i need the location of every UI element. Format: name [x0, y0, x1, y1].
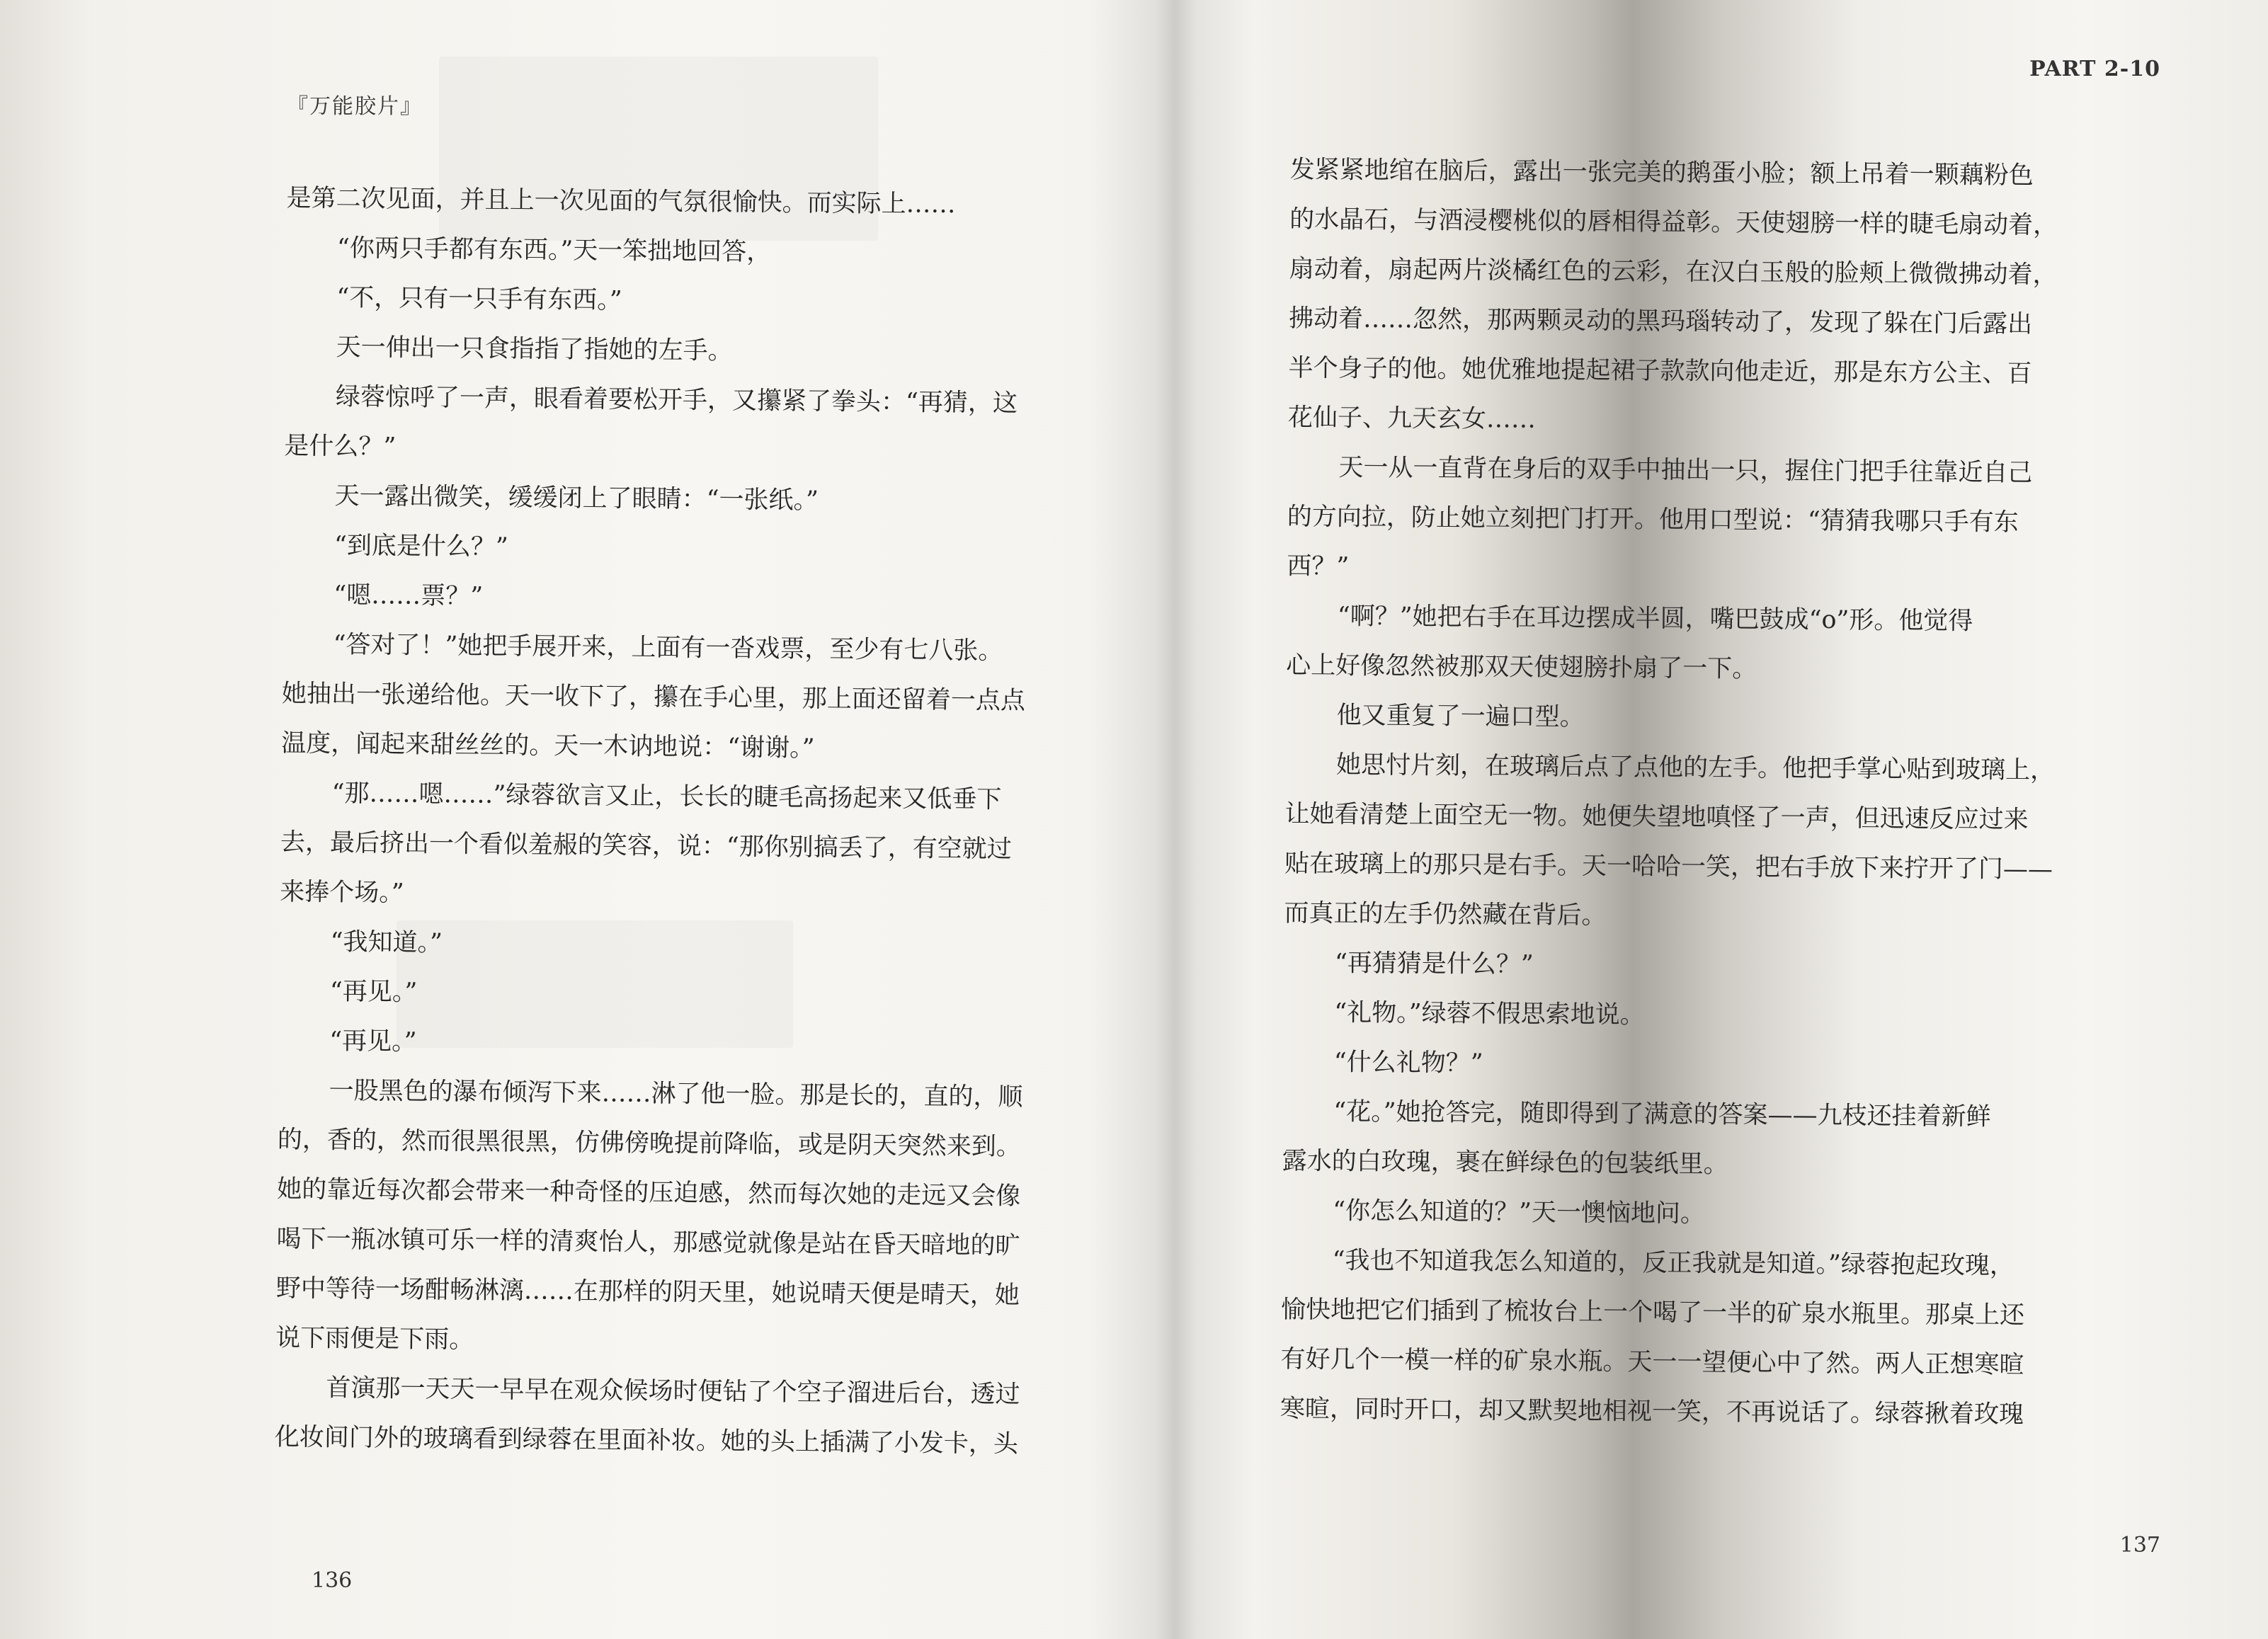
text-line: 是第二次见面，并且上一次见面的气氛很愉快。而实际上…… — [286, 183, 956, 219]
text-line: 发紧紧地绾在脑后，露出一张完美的鹅蛋小脸；额上吊着一颗藕粉色 — [1289, 155, 2034, 190]
text-line: 绿蓉惊呼了一声，眼看着要松开手，又攥紧了拳头：“再猜，这 — [335, 382, 1018, 418]
text-line: “你怎么知道的？”天一懊恼地问。 — [1333, 1197, 1706, 1228]
text-line: “再见。” — [329, 1027, 417, 1056]
body-text — [1280, 145, 2083, 1440]
text-line: 的方向拉，防止她立刻把门打开。他用口型说：“猜猜我哪只手有东 — [1287, 502, 2019, 537]
text-line: 天一伸出一只食指指了指她的左手。 — [336, 333, 733, 366]
text-line: 说下雨便是下雨。 — [275, 1323, 474, 1354]
text-line: 首演那一天天一早早在观众候场时便钻了个空子溜进后台，透过 — [326, 1374, 1020, 1410]
right-page — [1133, 0, 2268, 1639]
text-line: 寒暄，同时开口，却又默契地相视一笑，不再说话了。绿蓉揪着玫瑰 — [1280, 1394, 2024, 1429]
text-line: 让她看清楚上面空无一物。她便失望地嗔怪了一声，但迅速反应过来 — [1284, 799, 2029, 835]
text-line: 她抽出一张递给他。天一收下了，攥在手心里，那上面还留着一点点 — [281, 679, 1026, 716]
text-line: 愉快地把它们插到了梳妆台上一个喝了一半的矿泉水瓶里。那桌上还 — [1280, 1295, 2025, 1330]
text-line: 她思忖片刻，在玻璃后点了点他的左手。他把手掌心贴到玻璃上， — [1335, 750, 2056, 785]
text-line: 她的靠近每次都会带来一种奇怪的压迫感，然而每次她的走远又会像 — [277, 1175, 1021, 1211]
text-line: “到底是什么？” — [334, 531, 508, 562]
text-line: 他又重复了一遍口型。 — [1336, 701, 1585, 732]
text-line: “你两只手都有东西。”天一笨拙地回答， — [336, 234, 772, 267]
text-line: 有好几个一模一样的矿泉水瓶。天一一望便心中了然。两人正想寒暄 — [1280, 1344, 2024, 1380]
text-line: 温度，闻起来甜丝丝的。天一木讷地说：“谢谢。” — [281, 729, 815, 763]
text-line: 野中等待一场酣畅淋漓……在那样的阴天里，她说晴天便是晴天，她 — [275, 1274, 1020, 1310]
left-page — [0, 0, 1133, 1639]
text-line: “不，只有一只手有东西。” — [336, 283, 622, 315]
text-line: “那……嗯……”绿蓉欲言又止，长长的睫毛高扬起来又低垂下 — [331, 779, 1002, 814]
text-line: 而真正的左手仍然藏在背后。 — [1284, 898, 1607, 930]
text-line: 拂动着……忽然，那两颗灵动的黑玛瑙转动了，发现了躲在门后露出 — [1288, 304, 2033, 339]
text-line: 的水晶石，与酒浸樱桃似的唇相得益彰。天使翅膀一样的睫毛扇动着， — [1289, 205, 2058, 240]
text-line: “我也不知道我怎么知道的，反正我就是知道。”绿蓉抱起玫瑰， — [1332, 1246, 2015, 1281]
text-line: 化妆间门外的玻璃看到绿蓉在里面补妆。她的头上插满了小发卡，头 — [274, 1422, 1019, 1458]
text-line: 天一露出微笑，缓缓闭上了眼睛：“一张纸。” — [334, 481, 819, 515]
text-line: “再见。” — [329, 977, 418, 1007]
text-line: 是什么？” — [284, 431, 397, 462]
text-line: 扇动着，扇起两片淡橘红色的云彩，在汉白玉般的脸颊上微微拂动着， — [1289, 254, 2058, 290]
page-number: 137 — [2119, 1533, 2160, 1558]
text-line: 西？” — [1287, 552, 1350, 581]
text-line: 花仙子、九天玄女…… — [1287, 403, 1537, 434]
text-line: “我知道。” — [330, 927, 443, 958]
text-line: 天一从一直背在身后的双手中抽出一只，握住门把手往靠近自己 — [1338, 453, 2033, 488]
text-line: “嗯……票？” — [334, 581, 484, 611]
text-line: “什么礼物？” — [1333, 1048, 1483, 1078]
text-line: 去，最后挤出一个看似羞赧的笑容，说：“那你别搞丢了，有空就过 — [280, 828, 1012, 864]
text-line: 半个身子的他。她优雅地提起裙子款款向他走近，那是东方公主、百 — [1288, 353, 2032, 389]
text-line: 喝下一瓶冰镇可乐一样的清爽怡人，那感觉就像是站在昏天暗地的旷 — [276, 1224, 1020, 1261]
text-line: 的，香的，然而很黑很黑，仿佛傍晚提前降临，或是阴天突然来到。 — [277, 1125, 1022, 1162]
running-head: PART 2-10 — [2029, 57, 2160, 81]
text-line: “再猜猜是什么？” — [1334, 949, 1534, 979]
text-line: 心上好像忽然被那双天使翅膀扑扇了一下。 — [1286, 651, 1757, 684]
running-head: 『万能胶片』 — [287, 94, 423, 119]
text-line: “答对了！”她把手展开来，上面有一沓戏票，至少有七八张。 — [333, 630, 1003, 666]
text-line: 来捧个场。” — [280, 877, 404, 908]
text-line: 贴在玻璃上的那只是右手。天一哈哈一笑，把右手放下来拧开了门—— — [1284, 849, 2053, 884]
text-line: 一股黑色的瀑布倾泻下来……淋了他一脸。那是长的，直的，顺 — [329, 1076, 1023, 1112]
text-line: “礼物。”绿蓉不假思索地说。 — [1334, 998, 1645, 1029]
body-text — [275, 173, 1094, 1470]
text-line: “花。”她抢答完，随即得到了满意的答案——九枝还挂着新鲜 — [1333, 1097, 1991, 1131]
text-line: “啊？”她把右手在耳边摆成半圆，嘴巴鼓成“o”形。他觉得 — [1337, 602, 1973, 636]
page-number: 136 — [312, 1568, 353, 1593]
text-line: 露水的白玫瑰，裹在鲜绿色的包装纸里。 — [1282, 1146, 1728, 1179]
